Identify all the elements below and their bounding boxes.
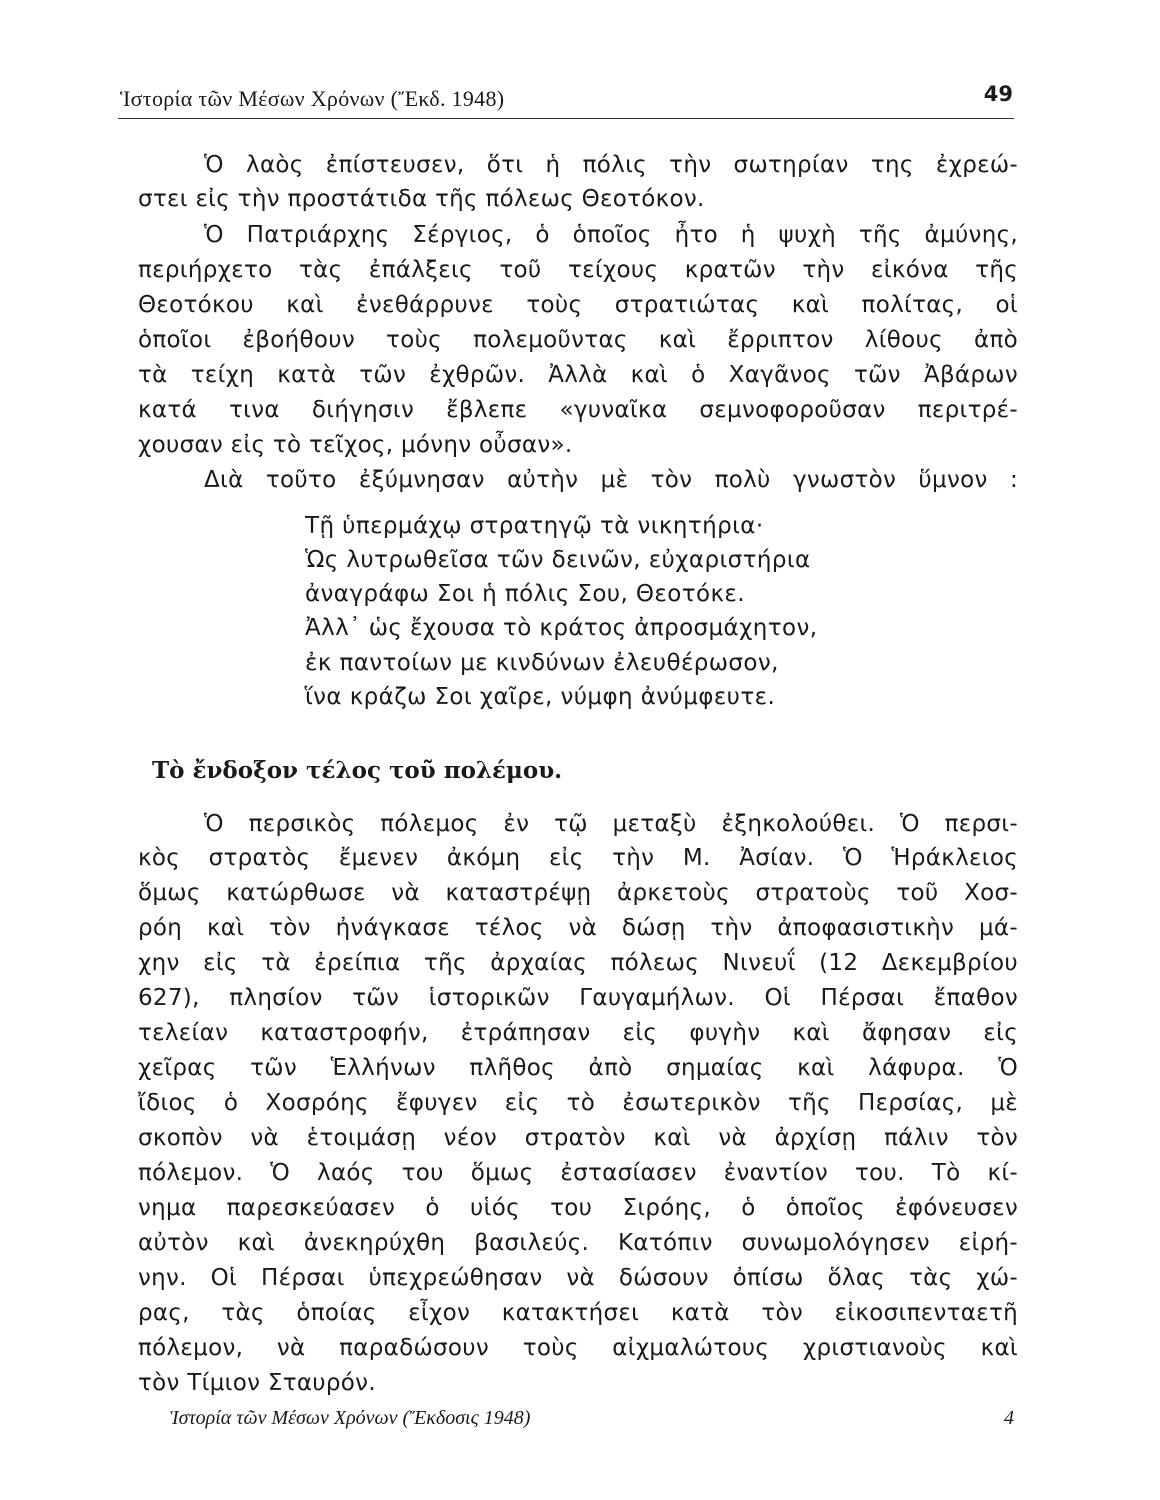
- paragraph-line: τελείαν καταστροφήν, ἐτράπησαν εἰς φυγὴν καὶ ἄφησαν εἰς: [138, 1020, 1018, 1046]
- hymn-verse: Ἀλλ᾽ ὡς ἔχουσα τὸ κράτος ἀπροσμάχητον,: [305, 615, 818, 641]
- page-number: 49: [983, 82, 1013, 106]
- signature-mark: 4: [1004, 1407, 1014, 1429]
- paragraph-line: Ὁ περσικὸς πόλεμος ἐν τῷ μεταξὺ ἐξηκολούθει. Ὁ περσι-: [204, 811, 1018, 837]
- paragraph-line: ρας, τὰς ὁποίας εἶχον κατακτήσει κατὰ τὸν εἰκοσιπενταετῆ: [138, 1300, 1018, 1326]
- paragraph-line: ρόη καὶ τὸν ἠνάγκασε τέλος νὰ δώσῃ τὴν ἀποφασιστικὴν μά-: [138, 915, 1018, 941]
- paragraph-line: σκοπὸν νὰ ἑτοιμάσῃ νέον στρατὸν καὶ νὰ ἀρχίσῃ πάλιν τὸν: [138, 1125, 1018, 1151]
- paragraph-line: κὸς στρατὸς ἔμενεν ἀκόμη εἰς τὴν Μ. Ἀσίαν. Ὁ Ἡράκλειος: [138, 845, 1018, 871]
- paragraph-line: Ὁ λαὸς ἐπίστευσεν, ὅτι ἡ πόλις τὴν σωτηρίαν της ἐχρεώ-: [204, 152, 1018, 178]
- section-heading: Τὸ ἔνδοξον τέλος τοῦ πολέμου.: [152, 757, 563, 784]
- paragraph-line: 627), πλησίον τῶν ἱστορικῶν Γαυγαμήλων. Οἱ Πέρσαι ἔπαθον: [138, 985, 1018, 1011]
- paragraph-line: αὐτὸν καὶ ἀνεκηρύχθη βασιλεύς. Κατόπιν συνωμολόγησεν εἰρή-: [138, 1230, 1018, 1256]
- header-rule: [118, 118, 1014, 119]
- hymn-verse: Ὡς λυτρωθεῖσα τῶν δεινῶν, εὐχαριστήρια: [305, 547, 811, 573]
- footer: [170, 1407, 1014, 1430]
- running-header: [120, 82, 1013, 116]
- paragraph-line: νημα παρεσκεύασεν ὁ υἱός του Σιρόης, ὁ ὁποῖος ἐφόνευσεν: [138, 1195, 1018, 1221]
- paragraph-line: χουσαν εἰς τὸ τεῖχος, μόνην οὖσαν».: [138, 432, 573, 458]
- paragraph-line: στει εἰς τὴν προστάτιδα τῆς πόλεως Θεοτόκον.: [138, 186, 705, 212]
- paragraph-line: χην εἰς τὰ ἐρείπια τῆς ἀρχαίας πόλεως Νινευΐ (12 Δεκεμβρίου: [138, 950, 1018, 976]
- paragraph-line: Διὰ τοῦτο ἐξύμνησαν αὐτὴν μὲ τὸν πολὺ γνωστὸν ὕμνον :: [204, 467, 1018, 493]
- hymn-verse: ἵνα κράζω Σοι χαῖρε, νύμφη ἀνύμφευτε.: [305, 684, 776, 710]
- paragraph-line: ὁποῖοι ἐβοήθουν τοὺς πολεμοῦντας καὶ ἔρριπτον λίθους ἀπὸ: [138, 327, 1018, 353]
- paragraph-line: πόλεμον, νὰ παραδώσουν τοὺς αἰχμαλώτους χριστιανοὺς καὶ: [138, 1335, 1018, 1361]
- paragraph-line: τὰ τείχη κατὰ τῶν ἐχθρῶν. Ἀλλὰ καὶ ὁ Χαγᾶνος τῶν Ἀβάρων: [138, 362, 1018, 388]
- paragraph-line: ὅμως κατώρθωσε νὰ καταστρέψῃ ἀρκετοὺς στρατοὺς τοῦ Χοσ-: [138, 880, 1018, 906]
- footer-title: Ἱστορία τῶν Μέσων Χρόνων (Ἔκδοσις 1948): [170, 1407, 531, 1429]
- hymn-verse: Τῇ ὑπερμάχῳ στρατηγῷ τὰ νικητήρια·: [305, 513, 764, 539]
- running-header-title: Ἱστορία τῶν Μέσων Χρόνων (Ἔκδ. 1948): [120, 86, 505, 111]
- paragraph-line: Θεοτόκου καὶ ἐνεθάρρυνε τοὺς στρατιώτας καὶ πολίτας, οἱ: [138, 292, 1018, 318]
- paragraph-line: νην. Οἱ Πέρσαι ὑπεχρεώθησαν νὰ δώσουν ὀπίσω ὅλας τὰς χώ-: [138, 1265, 1018, 1291]
- paragraph-line: περιήρχετο τὰς ἐπάλξεις τοῦ τείχους κρατῶν τὴν εἰκόνα τῆς: [138, 257, 1018, 283]
- hymn-verse: ἐκ παντοίων με κινδύνων ἐλευθέρωσον,: [305, 650, 779, 676]
- paragraph-line: χεῖρας τῶν Ἑλλήνων πλῆθος ἀπὸ σημαίας καὶ λάφυρα. Ὁ: [138, 1055, 1018, 1081]
- paragraph-line: πόλεμον. Ὁ λαός του ὅμως ἐστασίασεν ἐναντίον του. Τὸ κί-: [138, 1160, 1018, 1186]
- paragraph-line: ἴδιος ὁ Χοσρόης ἔφυγεν εἰς τὸ ἐσωτερικὸν τῆς Περσίας, μὲ: [138, 1090, 1018, 1116]
- paragraph-line: Ὁ Πατριάρχης Σέργιος, ὁ ὁποῖος ἦτο ἡ ψυχὴ τῆς ἀμύνης,: [204, 222, 1018, 248]
- hymn-verse: ἀναγράφω Σοι ἡ πόλις Σου, Θεοτόκε.: [305, 581, 745, 607]
- paragraph-line: τὸν Τίμιον Σταυρόν.: [138, 1370, 376, 1396]
- paragraph-line: κατά τινα διήγησιν ἔβλεπε «γυναῖκα σεμνοφοροῦσαν περιτρέ-: [138, 397, 1018, 423]
